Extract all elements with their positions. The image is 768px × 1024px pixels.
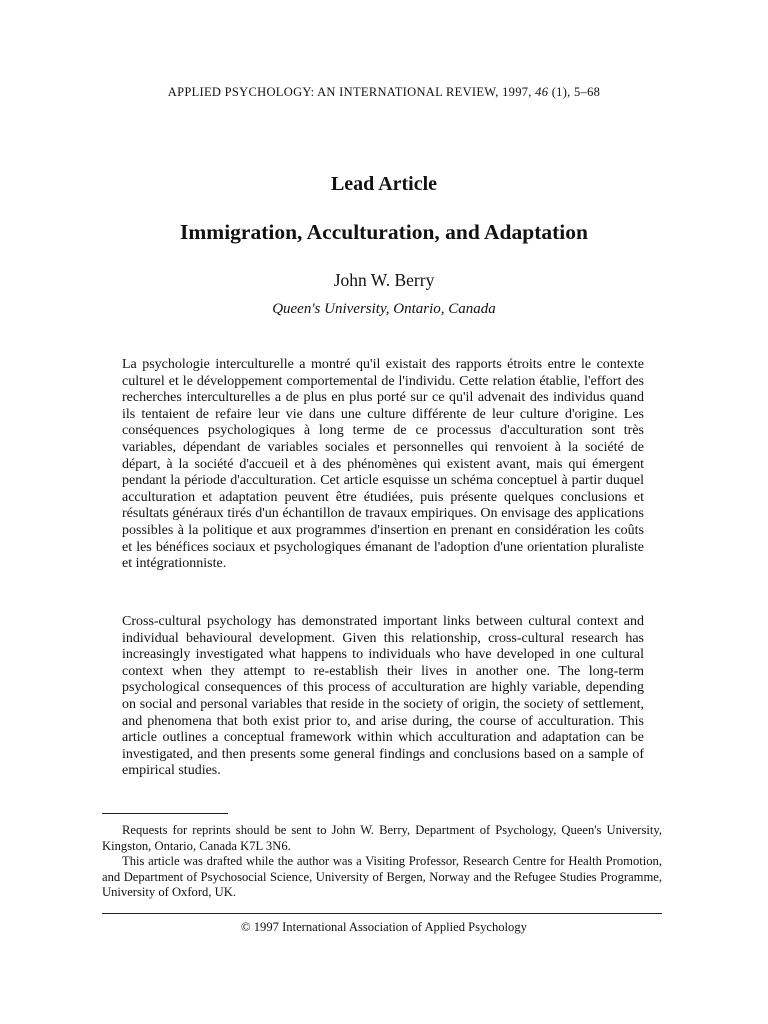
copyright-divider bbox=[102, 913, 662, 914]
article-label: Lead Article bbox=[330, 173, 438, 195]
footnote-drafted: This article was drafted while the author was a Visiting Professor, Research Centre for Health Promotion, and Department of Psychosocial Science, University of Bergen, Norway and the Refugee Studies Programme, University of Oxford, UK. bbox=[102, 854, 662, 899]
footnote-reprints: Requests for reprints should be sent to John W. Berry, Department of Psychology, Queen's University, Kingston, Ontario, Canada K7L 3N6. bbox=[102, 823, 662, 853]
journal-citation: APPLIED PSYCHOLOGY: AN INTERNATIONAL REVIEW, 1997, bbox=[167, 85, 536, 99]
volume-number: 46 bbox=[535, 85, 549, 99]
article-title: Immigration, Acculturation, and Adaptation bbox=[180, 220, 588, 244]
footnote-divider bbox=[102, 813, 228, 814]
author-name: John W. Berry bbox=[333, 270, 435, 290]
abstract-english: Cross-cultural psychology has demonstrated important links between cultural context and individual behavioural development. Given this relationship, cross-cultural research has increasingly investigated what happens to individuals who have developed in one cultural context when they attempt to re-establish their lives in another one. The long-term psychological consequences of this process of acculturation are highly variable, depending on social and personal variables that reside in the society of origin, the society of settlement, and phenomena that both exist prior to, and arise during, the course of acculturation. This article outlines a conceptual framework within which acculturation and adaptation can be investigated, and then presents some general findings and conclusions based on a sample of empirical studies. bbox=[122, 614, 644, 779]
abstract-french: La psychologie interculturelle a montré qu'il existait des rapports étroits entre le contexte culturel et le développement comportemental de l'individu. Cette relation établie, l'effort des recherches interculturelles a de plus en plus porté sur ce qu'il advenait des individus quand ils tentaient de refaire leur vie dans une culture différente de leur culture d'origine. Les conséquences psychologiques à long terme de ce processus d'acculturation sont très variables, dépendant de variables sociales et personnelles qui renvoient à la société de départ, à la société d'accueil et à des phénomènes qui existent avant, mais qui émergent pendant la période d'acculturation. Cet article esquisse un schéma conceptuel à partir duquel acculturation et adaptation peuvent être étudiées, puis présente quelques conclusions et résultats généraux tirés d'un échantillon de travaux empiriques. On envisage des applications possibles à la politique et aux programmes d'insertion en prenant en considération les coûts et les bénéfices sociaux et psychologiques émanant de l'adoption d'une orientation pluraliste et intégrationniste. bbox=[122, 357, 644, 572]
issue-pages: (1), 5–68 bbox=[548, 85, 601, 99]
author-affiliation: Queen's University, Ontario, Canada bbox=[272, 301, 496, 317]
copyright-notice: © 1997 International Association of Applied Psychology bbox=[241, 920, 527, 934]
footnotes bbox=[102, 823, 662, 901]
running-head bbox=[0, 85, 768, 100]
